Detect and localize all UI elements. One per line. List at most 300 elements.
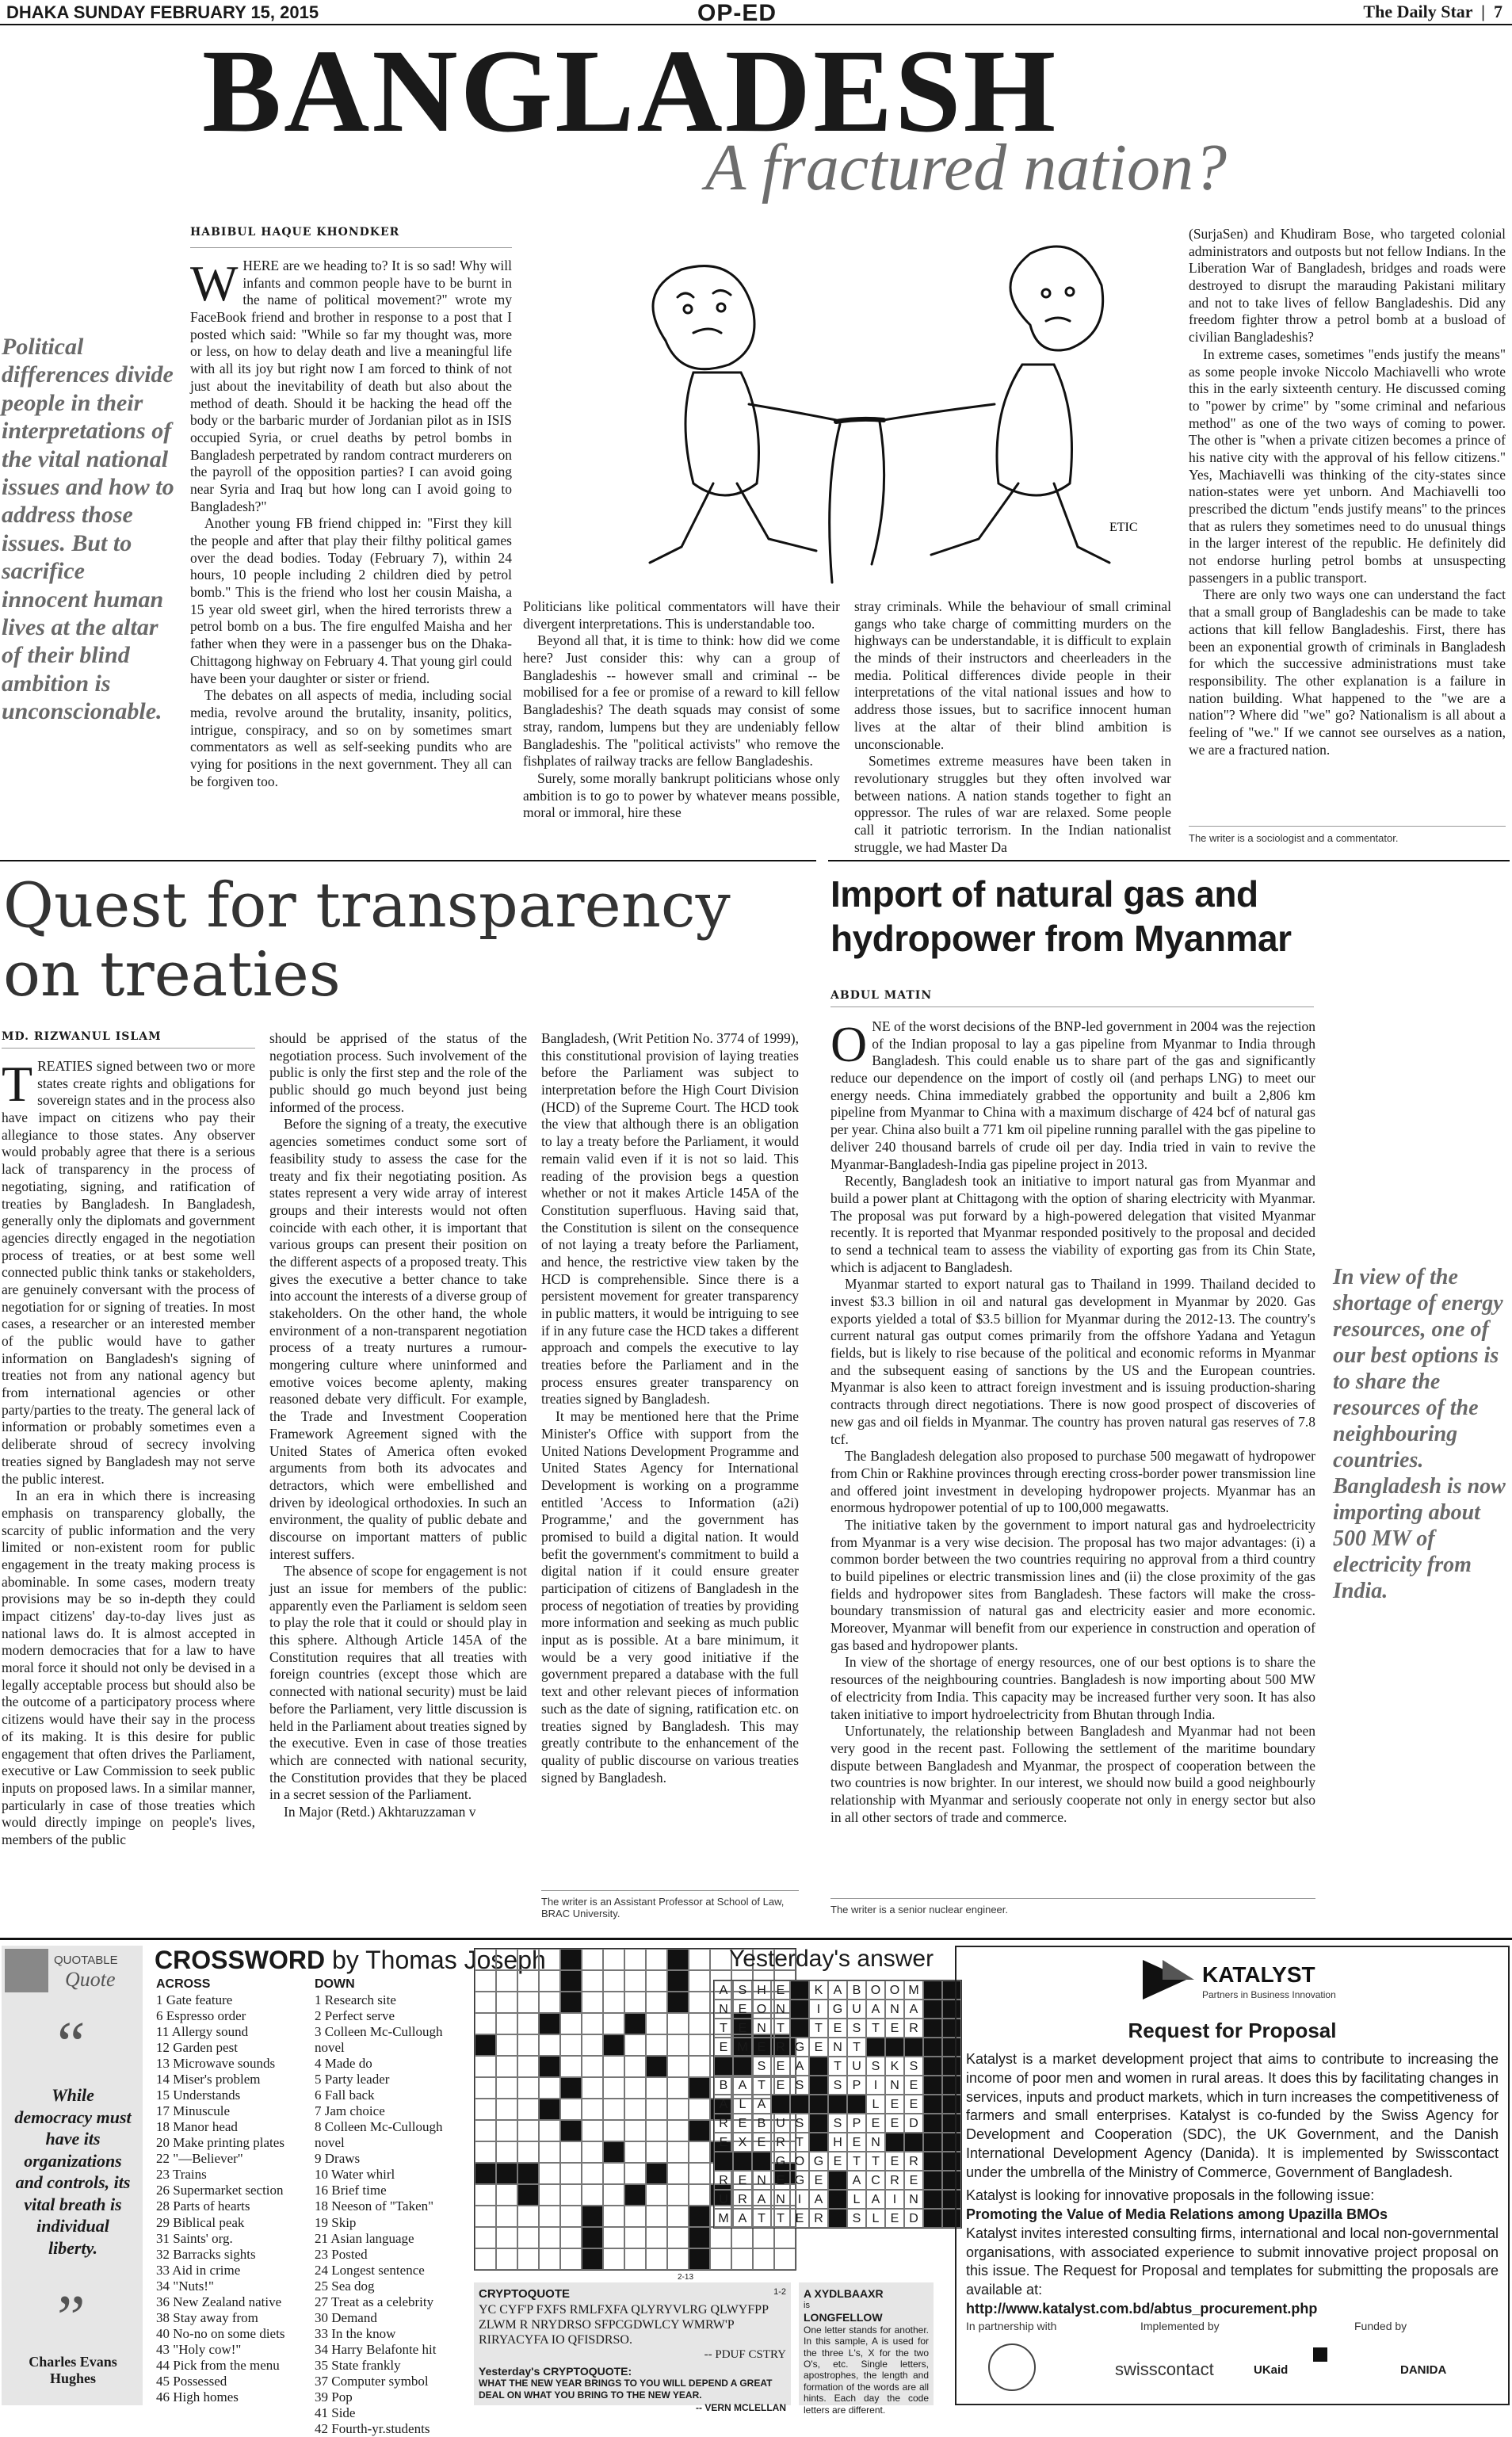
note-rule-1 [1189, 826, 1506, 827]
crossword-title: CROSSWORD by Thomas Joseph [155, 1946, 546, 1974]
answer-cell: E [733, 2019, 752, 2038]
crossword-cell[interactable] [753, 2248, 774, 2270]
byline: HABIBUL HAQUE KHONDKER [190, 226, 400, 239]
svg-text:Partners in Business Innovatio: Partners in Business Innovation [1202, 1989, 1336, 2000]
answer-cell [904, 2038, 923, 2057]
crossword-cell[interactable] [603, 2099, 624, 2120]
answer-cell: T [866, 2152, 885, 2171]
crossword-cell[interactable] [667, 2120, 689, 2141]
crossword-cell[interactable] [582, 2013, 603, 2034]
crossword-cell[interactable] [624, 2206, 646, 2227]
answer-cell [866, 2038, 885, 2057]
byline-rule [190, 247, 512, 248]
crossword-cell[interactable] [496, 2248, 517, 2270]
crossword-cell[interactable] [646, 2248, 667, 2270]
answer-cell: A [847, 2171, 866, 2190]
across-clues: ACROSS 1 Gate feature 6 Espresso order 11 Allergy sound 12 Garden pest 13 Microwave sounds 14 Miser's problem 15 Understands 17 Minuscule 18 Manor head 20 Make printing plates 22 "—Believer" 23 Trains 26 Supermarket section 28 Parts of hearts 29 Biblical peak 31 Saints' org. 32 Barracks sights 33 Aid in crime 34 "Nuts!" 36 New Zealand native 38 Stay away from 40 No-no on some diets 43 "Holy cow!" 44 Pick from the menu 45 Possessed 46 High homes [156, 1977, 315, 2405]
crossword-cell[interactable] [689, 1992, 710, 2013]
crossword-cell[interactable] [731, 2248, 753, 2270]
answer-cell: I [885, 2190, 904, 2209]
crossword-cell[interactable] [517, 2248, 539, 2270]
crossword-cell[interactable] [624, 2077, 646, 2099]
crossword-cell[interactable] [582, 1970, 603, 1992]
crossword-cell[interactable] [475, 1949, 496, 1970]
across-clue: 11 Allergy sound [156, 2023, 249, 2039]
answer-cell: L [847, 2190, 866, 2209]
answer-cell: A [790, 2057, 809, 2076]
crossword-cell[interactable] [539, 1970, 560, 1992]
answer-cell: R [733, 2190, 752, 2209]
answer-cell: S [904, 2057, 923, 2076]
crossword-cell[interactable] [517, 2120, 539, 2141]
section-rule-right [828, 860, 1510, 861]
crossword-cell[interactable] [603, 2206, 624, 2227]
crossword-cell[interactable] [582, 1949, 603, 1970]
crossword-cell[interactable] [646, 2034, 667, 2056]
crossword-cell[interactable] [517, 2013, 539, 2034]
crossword-cell[interactable] [582, 2120, 603, 2141]
crossword-cell[interactable] [475, 2248, 496, 2270]
crossword-cell[interactable] [603, 2056, 624, 2077]
down-clue: 4 Made do [315, 2056, 372, 2072]
crossword-cell[interactable] [667, 2163, 689, 2184]
crossword-cell[interactable] [646, 2227, 667, 2248]
crossword-cell [475, 2163, 496, 2184]
ukaid-logo: UKaid [1254, 2363, 1289, 2377]
crossword-cell [539, 2056, 560, 2077]
crossword-cell[interactable] [731, 2227, 753, 2248]
answer-cell [790, 2095, 809, 2114]
crossword-cell[interactable] [667, 2013, 689, 2034]
crossword-cell[interactable] [496, 2099, 517, 2120]
down-clue: 16 Brief time [315, 2183, 387, 2198]
answer-cell: N [866, 2133, 885, 2152]
answer-cell: T [847, 2038, 866, 2057]
crossword-cell[interactable] [560, 2013, 582, 2034]
crossword-cell[interactable] [689, 2184, 710, 2206]
crossword-cell [646, 2056, 667, 2077]
crossword-cell[interactable] [496, 2141, 517, 2163]
crossword-cell[interactable] [539, 2163, 560, 2184]
author-note: The writer is a sociologist and a commentator. [1189, 832, 1399, 844]
crossword-cell[interactable] [475, 1970, 496, 1992]
answer-cell [714, 2152, 733, 2171]
crossword-cell[interactable] [475, 2056, 496, 2077]
answer-cell [828, 2190, 847, 2209]
crossword-cell[interactable] [560, 2163, 582, 2184]
answer-cell: E [714, 2133, 733, 2152]
answer-cell: U [771, 2114, 790, 2133]
across-clue: 33 Aid in crime [156, 2262, 241, 2278]
yesterday-crypto-quote: WHAT THE NEW YEAR BRINGS TO YOU WILL DEPEND A GREAT DEAL ON WHAT YOU BRING TO THE NEW YEAR. [479, 2377, 773, 2401]
answer-cell [885, 2133, 904, 2152]
crossword-cell[interactable] [624, 2163, 646, 2184]
crossword-cell[interactable] [646, 2077, 667, 2099]
crossword-cell[interactable] [689, 2013, 710, 2034]
section-rule-left [0, 860, 816, 861]
answer-cell: T [790, 2133, 809, 2152]
rfp-body: Katalyst is a market development project that aims to contribute to increasing the income of poor men and women in rural areas. It does this by facilitating changes in services, inputs and product markets, which in turn increases the competitiveness of farmers and small enterprises. Katalyst is co-funded by the Swiss Agency for Development and Cooperation (SDC), the UK Government, and the Danish International Development Agency (Danida). It is implemented by Swisscontact under the umbrella of the Ministry of Commerce, Government of Bangladesh. Katalyst is looking for innovative proposals in the following issue: Promoting the Value of Media Relations among Upazilla BMOs Katalyst invites interested consulting firms, international and local non-governmental organisations, with associated experience to submit innovative project proposal on this issue. The Request for Proposal and templates for submitting the proposals are available at: http://www.katalyst.com.bd/abtus_procurement.php [966, 2050, 1499, 2319]
crossword-cell[interactable] [560, 2227, 582, 2248]
crossword-cell[interactable] [539, 2248, 560, 2270]
answer-cell [828, 2095, 847, 2114]
answer-cell: A [714, 1981, 733, 2000]
down-clue: 10 Water whirl [315, 2167, 395, 2183]
crossword-cell[interactable] [603, 2077, 624, 2099]
crossword-cell[interactable] [624, 1970, 646, 1992]
answer-cell: I [790, 2190, 809, 2209]
crossword-cell[interactable] [624, 1992, 646, 2013]
katalyst-ad [955, 1946, 1510, 2405]
answer-cell: E [885, 2095, 904, 2114]
across-clue: 14 Miser's problem [156, 2072, 261, 2087]
answer-cell [923, 2190, 942, 2209]
crossword-cell [689, 2227, 710, 2248]
crossword-cell[interactable] [517, 2077, 539, 2099]
crossword-cell[interactable] [496, 2227, 517, 2248]
answer-cell: D [904, 2114, 923, 2133]
crossword-cell[interactable] [667, 2077, 689, 2099]
answer-cell: E [885, 2152, 904, 2171]
crossword-cell[interactable] [475, 2141, 496, 2163]
crossword-cell[interactable] [582, 2056, 603, 2077]
down-clue: 35 State frankly [315, 2357, 401, 2373]
crossword-cell[interactable] [646, 1949, 667, 1970]
crossword-cell[interactable] [517, 1949, 539, 1970]
crossword-cell[interactable] [560, 2034, 582, 2056]
across-clue: 34 "Nuts!" [156, 2278, 214, 2294]
answer-cell [904, 2133, 923, 2152]
crossword-cell[interactable] [475, 2099, 496, 2120]
answer-cell: G [790, 2038, 809, 2057]
crossword-cell[interactable] [582, 2141, 603, 2163]
crossword-cell[interactable] [582, 1992, 603, 2013]
across-clue: 36 New Zealand native [156, 2294, 282, 2309]
crossword-cell[interactable] [475, 2120, 496, 2141]
crossword-cell[interactable] [475, 1992, 496, 2013]
crossword-cell[interactable] [624, 2248, 646, 2270]
answer-cell: K [809, 1981, 828, 2000]
note-rule-3 [830, 1898, 1315, 1899]
crossword-cell[interactable] [560, 2056, 582, 2077]
quote-author: Charles Evans Hughes [29, 2354, 117, 2386]
crossword-cell[interactable] [689, 2163, 710, 2184]
across-clue: 44 Pick from the menu [156, 2357, 280, 2373]
crossword-cell[interactable] [667, 2248, 689, 2270]
answer-cell: U [847, 2057, 866, 2076]
across-clue: 40 No-no on some diets [156, 2325, 285, 2341]
crossword-cell[interactable] [560, 2141, 582, 2163]
crossword-cell [689, 2077, 710, 2099]
down-clue: 8 Colleen Mc-Cullough novel [315, 2119, 443, 2151]
answer-cell: T [809, 2019, 828, 2038]
crossword-cell[interactable] [603, 2248, 624, 2270]
crossword-cell [560, 2077, 582, 2099]
answer-cell: R [714, 2171, 733, 2190]
answer-cell: X [733, 2133, 752, 2152]
drop-cap: T [2, 1056, 33, 1112]
answer-cell: L [866, 2209, 885, 2228]
article-column-3: stray criminals. While the behaviour of small criminal gangs who take charge of committing murders on the highways can be understandable, it is difficult to explain the minds of their instructors and cheerleaders in the media. Political differences divide people in their interpretations of the vital national issues and how to address those issues, but to sacrifice innocent human lives at the altar of their blind ambition is unconscionable. Sometimes extreme measures have been taken in revolutionary struggles but they often involved war between nations. A nation stands together to fight an oppressor. The rules of war are relaxed. Some people call it patriotic terrorism. In the Indian nationalist struggle, we had Master Da [854, 598, 1171, 855]
tug-of-war-cartoon [555, 238, 1165, 594]
crossword-cell[interactable] [646, 2184, 667, 2206]
crossword-cell[interactable] [560, 2099, 582, 2120]
answer-cell [733, 2152, 752, 2171]
crossword-cell [560, 1970, 582, 1992]
answer-cell [923, 2133, 942, 2152]
answer-cell: E [828, 2019, 847, 2038]
answer-cell: M [733, 2038, 752, 2057]
down-clue: 37 Computer symbol [315, 2374, 429, 2389]
down-clue: 27 Treat as a celebrity [315, 2294, 434, 2309]
crossword-cell[interactable] [475, 2184, 496, 2206]
answer-cell: E [733, 2000, 752, 2019]
katalyst-logo [1139, 1952, 1336, 2007]
crossword-cell[interactable] [496, 2056, 517, 2077]
yesterday-crypto-sign: -- VERN MCLELLAN [696, 2401, 786, 2413]
crossword-cell[interactable] [496, 2120, 517, 2141]
crossword-cell[interactable] [560, 2248, 582, 2270]
across-clue: 1 Gate feature [156, 1992, 233, 2007]
crossword-cell[interactable] [689, 2141, 710, 2163]
crossword-cell[interactable] [603, 2013, 624, 2034]
crossword-cell[interactable] [475, 2077, 496, 2099]
answer-cell [847, 2095, 866, 2114]
answer-cell: A [866, 2190, 885, 2209]
crossword-cell [496, 2163, 517, 2184]
across-clue: 12 Garden pest [156, 2040, 238, 2056]
crossword-cell [603, 2141, 624, 2163]
yesterday-crypto-heading: Yesterday's CRYPTOQUOTE: [479, 2364, 632, 2378]
crossword-cell[interactable] [582, 2163, 603, 2184]
crossword-cell[interactable] [624, 2034, 646, 2056]
crossword-cell[interactable] [624, 2227, 646, 2248]
note-rule-2 [541, 1890, 799, 1891]
answer-cell: S [790, 2114, 809, 2133]
crossword-cell[interactable] [774, 2227, 796, 2248]
answer-cell: E [752, 2133, 771, 2152]
crossword-cell[interactable] [560, 2184, 582, 2206]
answer-cell [809, 2114, 828, 2133]
answer-cell: C [866, 2171, 885, 2190]
across-clue: 31 Saints' org. [156, 2230, 233, 2246]
crossword-cell[interactable] [689, 2056, 710, 2077]
crossword-cell[interactable] [624, 2120, 646, 2141]
crossword-cell[interactable] [517, 2034, 539, 2056]
partners-row: In partnership with Implemented by Funded by [966, 2320, 1407, 2332]
crossword-cell[interactable] [624, 1949, 646, 1970]
crossword-cell[interactable] [582, 2184, 603, 2206]
gas-article-body: ONE of the worst decisions of the BNP-led government in 2004 was the rejection of the Indian proposal to lay a gas pipeline from Myanmar to India through Bangladesh. This could enable us to share part of the gas and significantly reduce our dependence on the import of costly oil (and perhaps LNG) to meet our energy needs. China immediately grabbed the opportunity and built a 2,806 km pipeline from Myanmar to China with a maximum discharge of 424 bcf of natural gas per year. China also built a 771 km oil pipeline running parallel with the gas pipeline to deliver 240 thousand barrels of crude oil per day. India tried in vain to revive the Myanmar-Bangladesh-India gas pipeline project in 2013. Recently, Bangladesh took an initiative to import natural gas from Myanmar and build a power plant at Chittagong with the option of sharing electricity with Myanmar. The proposal was put forward by a high-powered delegation that visited Myanmar recently. It is reported that Myanmar responded positively to the proposal and decided to send a technical team to assess the viability of exporting gas from its Chin State, which is adjacent to Bangladesh. Myanmar started to export natural gas to Thailand in 1999. Thailand decided to invest $3.3 billion in oil and natural gas development in Myanmar by 2020. Gas exports yielded a total of $3.5 billion for Myanmar during the 2012-13. The country's current natural gas output comes primarily from the offshore Yadana and Yetagun fields, but is likely to rise because of the political and economic reforms in Myanmar and the subsequent easing of sanctions by the US and the European countries. Myanmar is also keen to attract foreign investment and is issuing production-sharing contracts through direct negotiations. There is now good prospect of discoveries of new gas and oil fields in Myanmar. The country has proven natural gas reserves of 7.8 tcf. The Bangladesh delegation also proposed to purchase 500 megawatt of hydropower from Chin or Rakhine provinces through erecting cross-border power transmission line and offered joint investment in developing hydropower projects. Myanmar has an enormous hydropower potential of up to 100,000 megawatts. The initiative taken by the government to import natural gas and hydroelectricity from Myanmar is a very wise decision. The proposal has two major advantages: (i) a common border between the two countries requiring no approval from a third country to build pipelines or electric transmission lines and (ii) the close proximity of the gas fields and hydropower sites from Bangladesh. These factors will make the cross-boundary transmission of natural gas and electricity easier and more economic. Moreover, Myanmar will benefit from our experience in construction and operation of gas based and hydropower plants. In view of the shortage of energy resources, one of our best options is to share the resources of the neighbouring countries. Bangladesh is now importing about 500 MW of electricity from India. This capacity may be increased further very soon. It has also taken initiative to import hydroelectricity from Bhutan through India. Unfortunately, the relationship between Bangladesh and Myanmar had not been very good in the recent past. Following the settlement of the maritime boundary dispute between Bangladesh and Myanmar, the prospect of cooperation between the two countries is now brighter. In our interest, we should now build a good neighbourly relationship with Myanmar and seriously cooperate not only in energy sector but also in all other sectors of trade and commerce. [830, 1016, 1315, 1825]
crossword-cell[interactable] [710, 2248, 731, 2270]
crossword-cell[interactable] [774, 2248, 796, 2270]
crossword-cell[interactable] [603, 2227, 624, 2248]
crossword-cell[interactable] [667, 2099, 689, 2120]
crossword-cell[interactable] [475, 2013, 496, 2034]
crossword-cell[interactable] [496, 2077, 517, 2099]
across-clue: 15 Understands [156, 2087, 241, 2103]
cartoon-signature: ETIC [1109, 521, 1138, 534]
crossword-cell[interactable] [667, 2206, 689, 2227]
crossword-cell[interactable] [710, 1949, 731, 1970]
crossword-cell[interactable] [624, 2141, 646, 2163]
down-clue: 2 Perfect serve [315, 2007, 395, 2023]
crossword-cell[interactable] [689, 2099, 710, 2120]
crossword-cell[interactable] [582, 2034, 603, 2056]
treaties-column-1: TREATIES signed between two or more states create rights and obligations for sovereign states and in the process also have impact on citizens who pay their allegiance to those states. Any observer would probably agree that there is a serious lack of transparency in the process of negotiating, signing, and ratification of treaties by Bangladesh. In Bangladesh, generally only the diplomats and government agencies directly engaged in the negotiation process of treaties, or at best some well connected public think tanks or stakeholders, are genuinely conversant with the process of negotiation for or signing of treaties. In most cases, a researcher or an interested member of the public would have to gather information on Bangladesh's signing of treaties not from any national agency but from international agencies or other party/parties to the treaty. The general lack of information or probably sometimes even a deliberate shroud of secrecy involving treaties signed by Bangladesh may not serve the public interest. In an era in which there is increasing emphasis on transparency globally, the scarcity of public information and the very limited or non-existent room for public engagement in the treaty making process is abominable. In some cases, modern treaty provisions may be so in-depth they could impact citizens' day-to-day lives just as national laws do. It is almost accepted in modern democracies that for a law to have moral force it should not only be devised in a legally acceptable process but should also be the outcome of a participatory process where citizens would have their say in the process of its making. It is this desire for public engagement that often drives the Parliament, executive or Law Commission to seek public inputs on proposed laws. In a similar manner, particularly in case of those treaties which would directly impinge on people's lives, members of the public [2, 1056, 255, 1847]
crossword-cell[interactable] [646, 2013, 667, 2034]
crossword-cell[interactable] [710, 2227, 731, 2248]
across-clue: 23 Trains [156, 2167, 207, 2183]
crossword-cell[interactable] [646, 2120, 667, 2141]
crossword-cell[interactable] [667, 2184, 689, 2206]
rfp-url[interactable]: http://www.katalyst.com.bd/abtus_procurement.php [966, 2300, 1318, 2317]
answer-cell: R [885, 2171, 904, 2190]
crossword-cell[interactable] [539, 2227, 560, 2248]
down-clue: 33 In the know [315, 2325, 396, 2341]
answer-cell [923, 2095, 942, 2114]
crossword-cell[interactable] [646, 2206, 667, 2227]
crossword-cell[interactable] [603, 2184, 624, 2206]
drop-cap: W [190, 255, 239, 311]
crypto-hint: A XYDLBAAXR is LONGFELLOW One letter stands for another. In this sample, A is used for the three L's, X for the two O's, etc. Single letters, apostrophes, the length and formation of the words are all hints. Each day the code letters are different. [799, 2282, 934, 2405]
crossword-cell[interactable] [496, 2034, 517, 2056]
answer-cell: P [847, 2076, 866, 2095]
gas-note: The writer is a senior nuclear engineer. [830, 1904, 1009, 1916]
crossword-cell[interactable] [646, 2099, 667, 2120]
crossword-cell[interactable] [496, 2013, 517, 2034]
answer-cell: E [771, 1981, 790, 2000]
crossword-cell[interactable] [603, 1970, 624, 1992]
answer-cell: U [714, 2190, 733, 2209]
crossword-cell[interactable] [667, 2141, 689, 2163]
answer-cell: T [714, 2019, 733, 2038]
answer-cell: U [847, 2000, 866, 2019]
treaties-byline-rule [2, 1048, 255, 1049]
crossword-cell[interactable] [517, 1992, 539, 2013]
answer-cell: E [790, 2209, 809, 2228]
answer-cell [790, 1981, 809, 2000]
crossword-cell[interactable] [475, 2227, 496, 2248]
down-clue: 41 Side [315, 2405, 356, 2421]
crossword-cell[interactable] [646, 2141, 667, 2163]
crossword-cell[interactable] [539, 2141, 560, 2163]
crossword-cell[interactable] [517, 1970, 539, 1992]
crossword-cell[interactable] [496, 1949, 517, 1970]
answer-cell [923, 2057, 942, 2076]
crossword-cell[interactable] [539, 2206, 560, 2227]
crossword-cell[interactable] [667, 2056, 689, 2077]
answer-cell: R [771, 2038, 790, 2057]
gas-pull-quote: In view of the shortage of energy resources, one of our best options is to share the resources of the neighbouring countries. Bangladesh is now importing about 500 MW of electricity from India. [1333, 1265, 1506, 1604]
down-clue: 30 Demand [315, 2309, 377, 2325]
dateline: DHAKA SUNDAY FEBRUARY 15, 2015 [6, 2, 319, 22]
answer-cell [923, 1981, 942, 2000]
down-clue: 3 Colleen Mc-Cullough novel [315, 2023, 443, 2056]
crossword-cell[interactable] [517, 2056, 539, 2077]
answer-cell: H [752, 1981, 771, 2000]
crossword-cell[interactable] [517, 2099, 539, 2120]
answer-cell [828, 2171, 847, 2190]
crossword-cell[interactable] [603, 2163, 624, 2184]
down-clue: 1 Research site [315, 1992, 396, 2007]
answer-cell: L [733, 2095, 752, 2114]
answer-cell [733, 2057, 752, 2076]
cryptoquote-text: YC CYF'P FXFS RMLFXFA QLYRYVLRG QLWYFPP ZLWM R NRYDRSO SFPCGDWLCY WMRW'P RIRYACYFA IO QFISDRSO. [479, 2303, 769, 2347]
answer-cell: G [790, 2171, 809, 2190]
crossword-cell[interactable] [539, 1949, 560, 1970]
article-column-2: Politicians like political commentators will have their divergent interpretations. This is understandable too. Beyond all that, it is time to think: how did we come here? Just consider this: why can a group of Bangladeshis -- however small and criminal -- be mobilised for a fee or promise of a reward to kill fellow Bangladeshis? The death squads may consist of some stray, random, lumpens but they are undeniably fellow Bangladeshis. The "political activists" who remove the fishplates of railway tracks are fellow Bangladeshis. Surely, some morally bankrupt politicians whose only ambition is to go to power by whatever means possible, moral or immoral, hire these [523, 598, 840, 821]
answer-cell: T [771, 2209, 790, 2228]
treaties-headline: Quest for transparency on treaties [3, 870, 731, 1011]
crossword-cell[interactable] [753, 2227, 774, 2248]
crossword-cell[interactable] [496, 1970, 517, 1992]
crossword-cell[interactable] [496, 2184, 517, 2206]
crossword-cell[interactable] [517, 2206, 539, 2227]
crossword-cell[interactable] [689, 2034, 710, 2056]
crossword-cell[interactable] [582, 2099, 603, 2120]
across-clue: 43 "Holy cow!" [156, 2341, 242, 2357]
answer-cell [885, 2038, 904, 2057]
answer-cell: A [828, 1981, 847, 2000]
down-clue: 18 Neeson of "Taken" [315, 2198, 434, 2214]
crossword-cell[interactable] [646, 1970, 667, 1992]
crossword-cell[interactable] [539, 2120, 560, 2141]
crossword-cell[interactable] [517, 2227, 539, 2248]
answer-cell: E [771, 2171, 790, 2190]
answer-cell: R [904, 2152, 923, 2171]
crossword-cell[interactable] [624, 2099, 646, 2120]
gas-byline: ABDUL MATIN [830, 989, 933, 1002]
crossword-cell[interactable] [475, 2206, 496, 2227]
drop-cap: O [830, 1016, 868, 1072]
headline-main: BANGLADESH [202, 25, 1059, 157]
crossword-cell[interactable] [539, 2034, 560, 2056]
crossword-cell[interactable] [603, 1992, 624, 2013]
answer-cell: S [828, 2114, 847, 2133]
crossword-cell[interactable] [539, 2184, 560, 2206]
answer-cell: H [828, 2133, 847, 2152]
crossword-cell[interactable] [539, 1992, 560, 2013]
crossword-cell[interactable] [496, 2206, 517, 2227]
crossword-cell[interactable] [603, 2120, 624, 2141]
answer-cell: N [771, 2000, 790, 2019]
answer-grid [713, 1980, 962, 2229]
crossword-cell[interactable] [667, 2227, 689, 2248]
swisscontact-logo: swisscontact [1115, 2359, 1214, 2379]
crossword-cell[interactable] [517, 2141, 539, 2163]
crossword-cell[interactable] [689, 1949, 710, 1970]
answer-cell: O [790, 2152, 809, 2171]
crossword-cell[interactable] [667, 2034, 689, 2056]
crossword-cell[interactable] [496, 1992, 517, 2013]
crossword-cell[interactable] [603, 1949, 624, 1970]
crossword-cell[interactable] [539, 2077, 560, 2099]
crossword-cell [689, 2248, 710, 2270]
crossword-cell[interactable] [624, 2056, 646, 2077]
answer-cell: E [866, 2114, 885, 2133]
crossword-cell[interactable] [582, 2077, 603, 2099]
answer-cell: A [714, 2095, 733, 2114]
crossword-cell[interactable] [646, 1992, 667, 2013]
quote-label: QUOTABLE [54, 1954, 118, 1967]
answer-cell: M [904, 1981, 923, 2000]
crossword-code: 2-13 [678, 2273, 694, 2282]
answer-cell [923, 2171, 942, 2190]
crossword-cell[interactable] [560, 2206, 582, 2227]
crossword-cell[interactable] [689, 1970, 710, 1992]
cryptoquote-title: CRYPTOQUOTE 1-2 [479, 2287, 786, 2301]
